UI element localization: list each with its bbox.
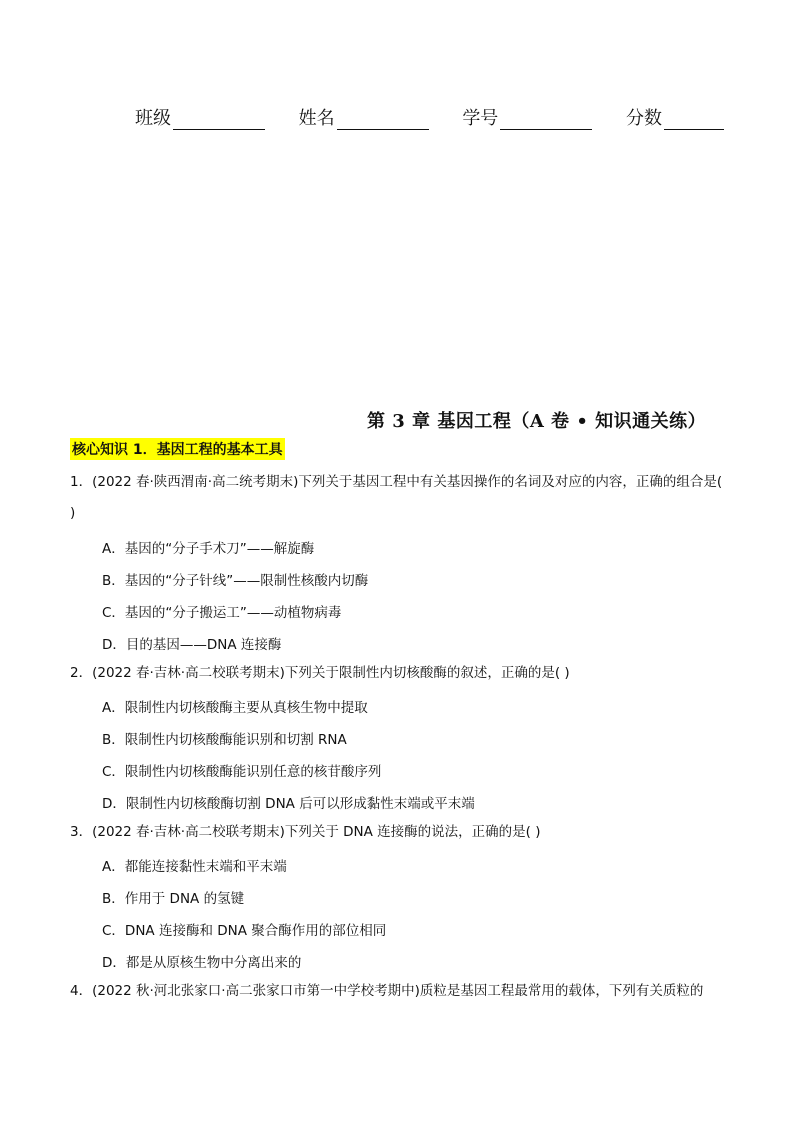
question-1-stem: 1．(2022 春·陕西渭南·高二统考期末)下列关于基因工程中有关基因操作的名词及对应的内容，正确的组合是( ): [70, 474, 723, 521]
question-2-option-c[interactable]: C．限制性内切核酸酶能识别任意的核苷酸序列: [102, 764, 382, 780]
question-3-stem: 3．(2022 春·吉林·高二校联考期末)下列关于 DNA 连接酶的说法，正确的是( ): [70, 824, 541, 840]
student-id-field[interactable]: [462, 104, 592, 130]
question-3-option-d[interactable]: D．都是从原核生物中分离出来的: [102, 955, 302, 971]
class-label: 班级: [135, 108, 171, 129]
question-1-option-a[interactable]: A．基因的“分子手术刀”——解旋酶: [102, 541, 315, 557]
score-blank[interactable]: [664, 111, 724, 130]
question-2-option-b[interactable]: B．限制性内切核酸酶能识别和切割 RNA: [102, 732, 347, 748]
score-label: 分数: [625, 108, 662, 129]
chapter-title: 第 3 章 基因工程（A 卷 • 知识通关练）: [367, 411, 707, 432]
question-1-option-d[interactable]: D．目的基因——DNA 连接酶: [102, 637, 282, 653]
class-blank[interactable]: [173, 111, 265, 130]
student-id-blank[interactable]: [500, 111, 592, 130]
score-field[interactable]: [626, 104, 724, 130]
name-label: 姓名: [298, 108, 335, 129]
name-blank[interactable]: [337, 111, 429, 130]
name-field[interactable]: [299, 104, 429, 130]
question-4-stem: 4．(2022 秋·河北张家口·高二张家口市第一中学校考期中)质粒是基因工程最常用的载体，下列有关质粒的: [70, 983, 704, 999]
question-2-stem: 2．(2022 春·吉林·高二校联考期末)下列关于限制性内切核酸酶的叙述，正确的是( ): [70, 665, 570, 681]
student-id-label: 学号: [462, 108, 499, 129]
question-3-option-c[interactable]: C．DNA 连接酶和 DNA 聚合酶作用的部位相同: [102, 923, 387, 939]
question-3-option-a[interactable]: A．都能连接黏性末端和平末端: [102, 859, 287, 875]
section-heading: 核心知识 1．基因工程的基本工具: [70, 438, 285, 460]
class-field[interactable]: [135, 104, 265, 130]
question-1-option-b[interactable]: B．基因的“分子针线”——限制性核酸内切酶: [102, 573, 369, 589]
question-3-option-b[interactable]: B．作用于 DNA 的氢键: [102, 891, 245, 907]
question-2-option-a[interactable]: A．限制性内切核酸酶主要从真核生物中提取: [102, 700, 368, 716]
question-2-option-d[interactable]: D．限制性内切核酸酶切割 DNA 后可以形成黏性末端或平末端: [102, 796, 475, 812]
student-info-header: [135, 104, 724, 130]
question-1-option-c[interactable]: C．基因的“分子搬运工”——动植物病毒: [102, 605, 342, 621]
